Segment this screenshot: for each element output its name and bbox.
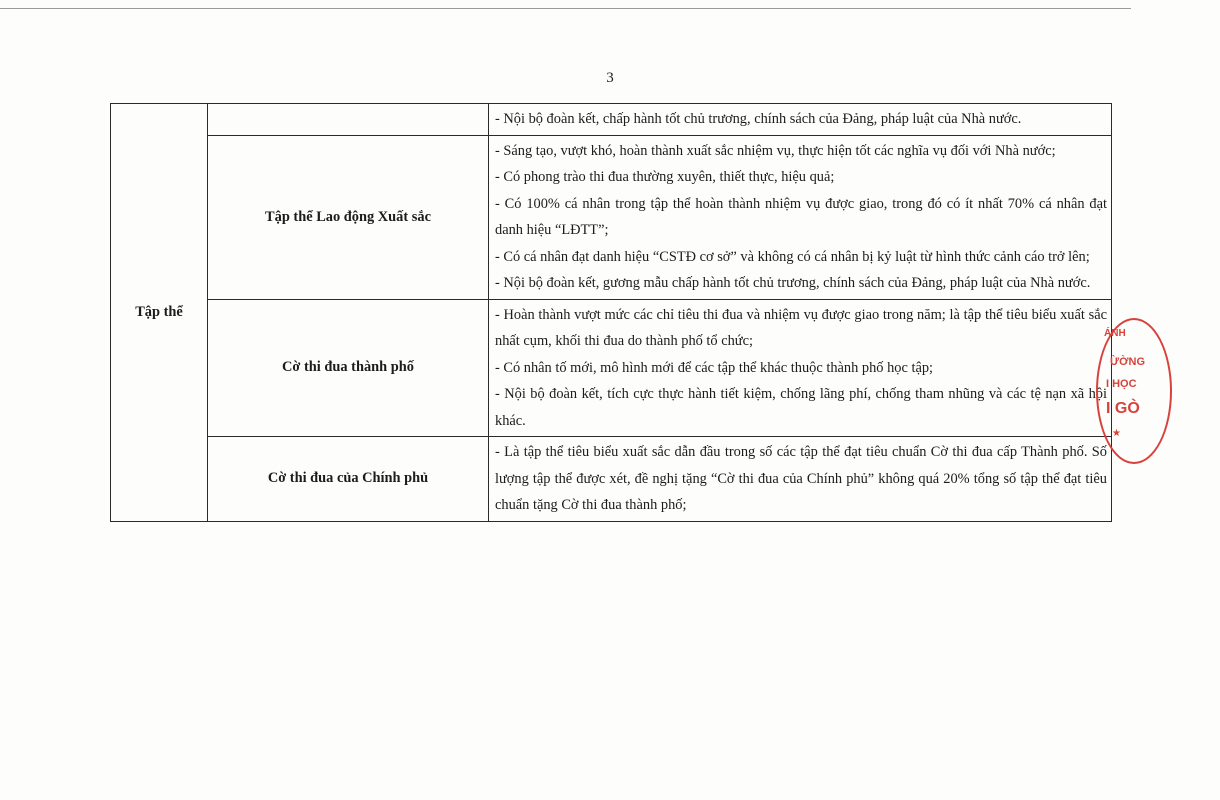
stamp-text: I HỌC: [1106, 378, 1137, 390]
content-cell: [489, 299, 1112, 437]
title-cell-co-thi-dua-chinh-phu: Cờ thi đua của Chính phủ: [208, 437, 489, 522]
content-line: - Có 100% cá nhân trong tập thể hoàn thành nhiệm vụ được giao, trong đó có ít nhất 70% cá nhân đạt danh hiệu “LĐTT”;: [495, 195, 1107, 238]
red-seal-stamp: [1096, 318, 1172, 464]
content-cell: [489, 135, 1112, 299]
content-cell: [489, 104, 1112, 136]
table-row: [111, 135, 1112, 299]
title-cell-lao-dong-xuat-sac: Tập thể Lao động Xuất sắc: [208, 135, 489, 299]
content-line: - Hoàn thành vượt mức các chỉ tiêu thi đua và nhiệm vụ được giao trong năm; là tập thể tiêu biểu xuất sắc nhất cụm, khối thi đua do thành phố tổ chức;: [495, 306, 1107, 349]
table-row: [111, 299, 1112, 437]
content-line: - Có cá nhân đạt danh hiệu “CSTĐ cơ sở” và không có cá nhân bị kỷ luật từ hình thức cảnh cáo trở lên;: [495, 248, 1090, 265]
group-label-cell: Tập thể: [111, 104, 208, 522]
stamp-text: ỪỜNG: [1110, 356, 1146, 368]
table-row: [111, 437, 1112, 522]
content-line: - Nội bộ đoàn kết, gương mẫu chấp hành tốt chủ trương, chính sách của Đảng, pháp luật của Nhà nước.: [495, 275, 1091, 291]
content-line: - Có phong trào thi đua thường xuyên, thiết thực, hiệu quả;: [495, 169, 835, 185]
table-row: [111, 104, 1112, 136]
title-cell-empty: [208, 104, 489, 136]
page-number: 3: [606, 70, 614, 86]
star-icon: ★: [1112, 428, 1121, 439]
content-line: - Nội bộ đoàn kết, tích cực thực hành tiết kiệm, chống lãng phí, chống tham nhũng và các tệ nạn xã hội khác.: [495, 386, 1107, 429]
content-line: - Sáng tạo, vượt khó, hoàn thành xuất sắc nhiệm vụ, thực hiện tốt các nghĩa vụ đối với Nhà nước;: [495, 142, 1056, 159]
stamp-text: I GÒ: [1106, 400, 1140, 417]
criteria-table: [110, 103, 1112, 522]
top-border-line: [0, 8, 1131, 9]
content-line: - Nội bộ đoàn kết, chấp hành tốt chủ trương, chính sách của Đảng, pháp luật của Nhà nước.: [495, 111, 1022, 127]
title-cell-co-thi-dua-thanh-pho: Cờ thi đua thành phố: [208, 299, 489, 437]
content-line: - Là tập thể tiêu biểu xuất sắc dẫn đầu trong số các tập thể đạt tiêu chuẩn Cờ thi đua cấp Thành phố. Số lượng tập thể được xét, đề nghị tặng “Cờ thi đua của Chính phủ” không quá 20% tổng số tập thể đạt tiêu chuẩn tặng Cờ thi đua thành phố;: [495, 444, 1107, 513]
content-cell: [489, 437, 1112, 522]
stamp-text: ÁNH: [1104, 328, 1126, 339]
content-line: - Có nhân tố mới, mô hình mới để các tập thể khác thuộc thành phố học tập;: [495, 359, 934, 376]
